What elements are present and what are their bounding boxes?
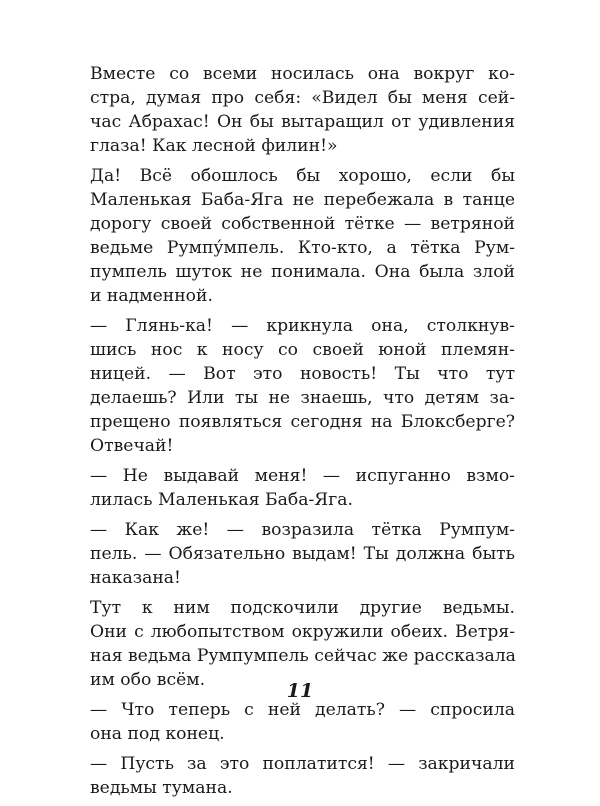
paragraph: [90, 164, 515, 308]
text-line: глаза! Как лесной филин!»: [90, 136, 338, 156]
text-line: и надменной.: [90, 286, 213, 306]
text-line: стра, думая про себя: «Видел бы меня сей-: [90, 88, 515, 108]
paragraph: [90, 464, 515, 512]
text-line: — Как же! — возразила тётка Румпум-: [90, 520, 515, 540]
paragraph: [90, 62, 515, 158]
paragraph: [90, 752, 515, 800]
text-line: ведьмы тумана.: [90, 778, 233, 798]
text-line: — Не выдавай меня! — испуганно взмо-: [90, 466, 515, 486]
text-line: пумпель шуток не понимала. Она была злой: [90, 262, 515, 282]
text-line: дорогу своей собственной тётке — ветряной: [90, 214, 515, 234]
paragraph: [90, 596, 515, 692]
text-line: час Абрахас! Он бы вытаращил от удивления: [90, 112, 515, 132]
text-line: Маленькая Баба-Яга не перебежала в танце: [90, 190, 515, 210]
text-line: Да! Всё обошлось бы хорошо, если бы: [90, 166, 515, 186]
text-line: ведьме Румпу́мпель. Кто-кто, а тётка Рум-: [90, 238, 515, 258]
paragraph: [90, 314, 515, 458]
text-line: она под конец.: [90, 724, 225, 744]
text-line: им обо всём.: [90, 670, 206, 690]
text-line: ницей. — Вот это новость! Ты что тут: [90, 364, 515, 384]
text-line: прещено появляться сегодня на Блоксберге?: [90, 412, 515, 432]
text-line: — Что теперь с ней делать? — спросила: [90, 700, 515, 720]
text-line: делаешь? Или ты не знаешь, что детям за-: [90, 388, 515, 408]
text-line: шись нос к носу со своей юной племян-: [90, 340, 515, 360]
page-number: 11: [286, 680, 314, 702]
text-line: пель. — Обязательно выдам! Ты должна быть: [90, 544, 515, 564]
text-line: ная ведьма Румпумпель сейчас же рассказала: [90, 646, 516, 666]
text-line: Они с любопытством окружили обеих. Ветря-: [90, 622, 515, 642]
text-line: — Глянь-ка! — крикнула она, столкнув-: [90, 316, 515, 336]
text-line: Вместе со всеми носилась она вокруг ко-: [90, 64, 515, 84]
text-line: наказана!: [90, 568, 181, 588]
text-line: лилась Маленькая Баба-Яга.: [90, 490, 353, 510]
text-line: Тут к ним подскочили другие ведьмы.: [90, 598, 515, 618]
text-line: — Пусть за это поплатится! — закричали: [90, 754, 515, 774]
text-line: Отвечай!: [90, 436, 174, 456]
paragraph: [90, 698, 515, 746]
paragraph: [90, 518, 515, 590]
